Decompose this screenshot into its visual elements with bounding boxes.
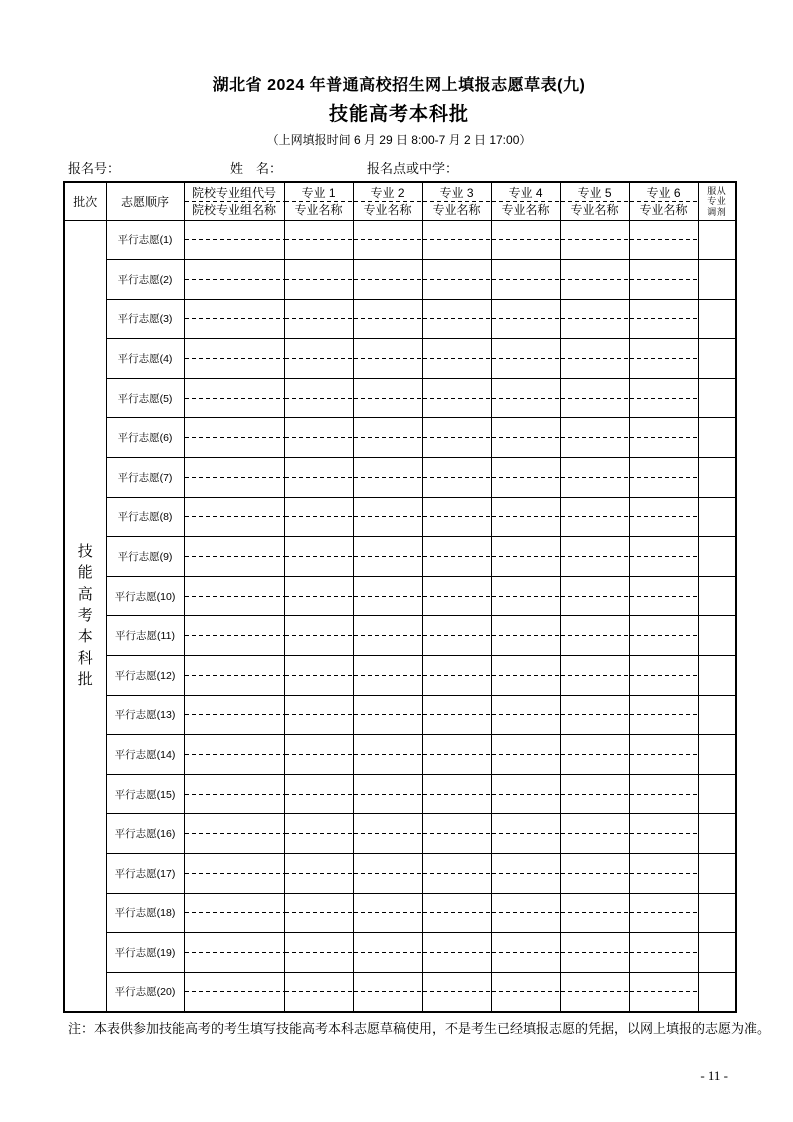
volunteer-row [64,972,736,1012]
volunteer-row [64,260,736,300]
fill-in-cell [184,972,284,1012]
fill-in-cell [284,497,353,537]
fill-in-cell [184,497,284,537]
fill-in-cell [284,695,353,735]
batch-char: 考 [77,607,93,625]
row-label: 平行志愿(6) [106,418,184,458]
fill-in-cell [184,458,284,498]
obey-fill-in-cell [698,418,736,458]
obey-fill-in-cell [698,220,736,260]
fill-in-cell [184,814,284,854]
candidate-info-line [63,159,735,178]
obey-fill-in-cell [698,814,736,854]
col-header-batch: 批次 [64,182,106,220]
fill-in-cell [353,814,422,854]
batch-char: 能 [77,564,93,582]
volunteer-row [64,814,736,854]
obey-fill-in-cell [698,497,736,537]
fill-in-cell [353,576,422,616]
fill-in-cell [560,537,629,577]
fill-in-cell [353,339,422,379]
fill-in-cell [560,774,629,814]
major-name-label: 专业名称 [363,202,412,217]
volunteer-row [64,339,736,379]
fill-in-cell [629,656,698,696]
fill-in-cell [560,814,629,854]
fill-in-cell [491,774,560,814]
fill-in-cell [353,299,422,339]
fill-in-cell [560,616,629,656]
major-name-label: 专业名称 [639,202,688,217]
fill-in-cell [491,576,560,616]
volunteer-row [64,616,736,656]
major-name-label: 专业名称 [294,202,343,217]
major-name-label: 专业名称 [570,202,619,217]
row-label: 平行志愿(20) [106,972,184,1012]
batch-char: 本 [77,628,93,646]
fill-in-cell [284,458,353,498]
fill-in-cell [560,972,629,1012]
fill-in-cell [184,695,284,735]
volunteer-row [64,774,736,814]
obey-fill-in-cell [698,774,736,814]
fill-in-cell [422,458,491,498]
fill-in-cell [184,299,284,339]
fill-in-cell [629,497,698,537]
col-header-major-6 [629,182,698,220]
major-number-label: 专业 2 [370,185,405,200]
fill-in-cell [491,695,560,735]
fill-in-cell [422,260,491,300]
fill-in-cell [560,576,629,616]
volunteer-row [64,656,736,696]
form-subtitle: 技能高考本科批 [328,104,469,125]
volunteer-row [64,418,736,458]
fill-in-cell [560,260,629,300]
volunteer-row [64,576,736,616]
fill-in-cell [491,537,560,577]
fill-in-cell [629,378,698,418]
row-label: 平行志愿(19) [106,933,184,973]
col-header-major-1 [284,182,353,220]
row-label: 平行志愿(14) [106,735,184,775]
fill-in-cell [184,339,284,379]
group-code-label: 院校专业组代号 [191,185,276,200]
volunteer-row [64,299,736,339]
volunteer-row [64,220,736,260]
major-name-label: 专业名称 [501,202,550,217]
fill-in-cell [629,735,698,775]
obey-label-line2: 专业 [707,196,727,206]
fill-in-cell [353,378,422,418]
fill-in-cell [284,616,353,656]
fill-in-cell [422,616,491,656]
fill-in-cell [353,260,422,300]
row-label: 平行志愿(16) [106,814,184,854]
fill-in-cell [560,893,629,933]
fill-in-cell [629,576,698,616]
fill-in-cell [184,260,284,300]
fill-in-cell [629,418,698,458]
footer-note: 注：本表供参加技能高考的考生填写技能高考本科志愿草稿使用，不是考生已经填报志愿的凭据，以网上填报的志愿为准。 [68,1020,771,1036]
fill-in-cell [422,854,491,894]
major-number-label: 专业 3 [439,185,474,200]
fill-in-cell [560,418,629,458]
row-label: 平行志愿(9) [106,537,184,577]
obey-fill-in-cell [698,260,736,300]
fill-in-cell [560,299,629,339]
fill-in-cell [284,972,353,1012]
volunteer-row [64,537,736,577]
fill-in-cell [184,893,284,933]
fill-in-cell [491,339,560,379]
fill-in-cell [184,378,284,418]
fill-in-cell [560,220,629,260]
row-label: 平行志愿(17) [106,854,184,894]
fill-in-cell [184,418,284,458]
page-number: - 11 - [700,1067,728,1083]
fill-in-cell [629,893,698,933]
obey-fill-in-cell [698,299,736,339]
obey-fill-in-cell [698,576,736,616]
fill-in-cell [284,735,353,775]
fill-in-cell [284,537,353,577]
fill-in-cell [422,537,491,577]
col-header-major-5 [560,182,629,220]
form-title: 湖北省 2024 年普通高校招生网上填报志愿草表(九) [212,77,586,94]
fill-in-cell [491,656,560,696]
major-number-label: 专业 5 [577,185,612,200]
fill-in-cell [353,854,422,894]
fill-in-cell [284,418,353,458]
fill-in-cell [629,695,698,735]
major-name-label: 专业名称 [432,202,481,217]
fill-in-cell [422,933,491,973]
fill-in-cell [491,893,560,933]
fill-in-cell [491,497,560,537]
fill-in-cell [560,378,629,418]
major-number-label: 专业 4 [508,185,543,200]
fill-in-cell [353,656,422,696]
fill-in-cell [184,933,284,973]
obey-fill-in-cell [698,458,736,498]
batch-char: 技 [77,543,93,561]
fill-in-cell [491,299,560,339]
volunteer-row [64,735,736,775]
group-name-label: 院校专业组名称 [191,202,276,217]
fill-in-cell [184,220,284,260]
fill-in-cell [422,299,491,339]
fill-in-cell [629,814,698,854]
fill-in-cell [284,220,353,260]
fill-in-cell [491,418,560,458]
fill-in-cell [491,220,560,260]
fill-in-cell [422,339,491,379]
row-label: 平行志愿(4) [106,339,184,379]
fill-in-cell [422,220,491,260]
fill-in-cell [560,695,629,735]
fill-in-cell [353,537,422,577]
fill-in-cell [491,458,560,498]
table-header-row [64,182,736,220]
row-label: 平行志愿(2) [106,260,184,300]
fill-in-cell [629,616,698,656]
obey-fill-in-cell [698,972,736,1012]
obey-fill-in-cell [698,378,736,418]
fill-in-cell [422,972,491,1012]
fill-in-cell [284,260,353,300]
fill-in-cell [629,220,698,260]
fill-in-cell [491,378,560,418]
fill-in-cell [284,299,353,339]
fill-in-cell [284,774,353,814]
row-label: 平行志愿(11) [106,616,184,656]
obey-fill-in-cell [698,695,736,735]
fill-in-cell [560,458,629,498]
obey-label-line3: 调剂 [707,206,727,217]
volunteer-row [64,458,736,498]
fill-in-cell [491,260,560,300]
fill-in-cell [353,735,422,775]
fill-in-cell [422,893,491,933]
col-header-order: 志愿顺序 [106,182,184,220]
batch-char: 批 [77,670,93,688]
obey-fill-in-cell [698,893,736,933]
col-header-major-3 [422,182,491,220]
batch-label-vertical [64,220,106,1012]
fill-in-cell [184,576,284,616]
page-content [63,0,771,1084]
fill-in-cell [284,854,353,894]
fill-in-cell [629,299,698,339]
row-label: 平行志愿(15) [106,774,184,814]
col-header-major-4 [491,182,560,220]
fill-in-cell [422,418,491,458]
obey-fill-in-cell [698,735,736,775]
fill-in-cell [629,458,698,498]
row-label: 平行志愿(12) [106,656,184,696]
fill-in-cell [284,814,353,854]
fill-in-cell [353,458,422,498]
fill-in-cell [629,854,698,894]
fill-in-cell [629,774,698,814]
major-number-label: 专业 1 [301,185,336,200]
reg-no-label: 报名号： [68,161,121,176]
fill-in-cell [422,774,491,814]
fill-in-cell [560,854,629,894]
fill-in-cell [353,497,422,537]
fill-in-cell [284,893,353,933]
row-label: 平行志愿(18) [106,893,184,933]
volunteer-row [64,933,736,973]
fill-in-cell [560,339,629,379]
col-header-obey [698,182,736,220]
fill-in-cell [422,735,491,775]
fill-in-cell [629,537,698,577]
fill-in-cell [184,656,284,696]
batch-char: 高 [77,585,93,603]
fill-in-cell [422,378,491,418]
fill-in-cell [184,616,284,656]
fill-in-cell [422,656,491,696]
fill-in-cell [560,656,629,696]
fill-in-cell [353,774,422,814]
fill-in-cell [422,814,491,854]
fill-in-cell [491,933,560,973]
fill-in-cell [284,339,353,379]
obey-label-line1: 服从 [707,185,727,196]
row-label: 平行志愿(10) [106,576,184,616]
fill-in-cell [284,933,353,973]
fill-in-cell [184,735,284,775]
fill-in-cell [629,339,698,379]
fill-in-cell [560,735,629,775]
fill-in-cell [353,418,422,458]
fill-in-cell [353,933,422,973]
fill-in-cell [629,933,698,973]
obey-fill-in-cell [698,616,736,656]
obey-fill-in-cell [698,339,736,379]
fill-in-cell [629,260,698,300]
fill-in-cell [353,616,422,656]
fill-in-cell [422,576,491,616]
fill-in-cell [491,616,560,656]
fill-in-cell [353,695,422,735]
volunteer-row [64,378,736,418]
fill-in-cell [491,854,560,894]
row-label: 平行志愿(13) [106,695,184,735]
row-label: 平行志愿(3) [106,299,184,339]
fill-in-cell [184,774,284,814]
fill-in-cell [491,972,560,1012]
fill-in-cell [422,695,491,735]
volunteer-form-table [63,181,737,1013]
fill-in-cell [184,537,284,577]
col-header-group [184,182,284,220]
volunteer-row [64,695,736,735]
fill-in-cell [560,933,629,973]
row-label: 平行志愿(8) [106,497,184,537]
row-label: 平行志愿(7) [106,458,184,498]
obey-fill-in-cell [698,537,736,577]
fill-in-cell [353,893,422,933]
fill-in-cell [284,378,353,418]
major-number-label: 专业 6 [646,185,681,200]
fill-in-cell [184,854,284,894]
fill-in-cell [491,814,560,854]
batch-char: 科 [77,649,93,667]
fill-in-cell [560,497,629,537]
obey-fill-in-cell [698,656,736,696]
school-label: 报名点或中学： [367,161,459,176]
volunteer-row [64,854,736,894]
volunteer-row [64,893,736,933]
fill-in-cell [284,576,353,616]
obey-fill-in-cell [698,933,736,973]
filing-time-note: （上网填报时间 6 月 29 日 8:00-7 月 2 日 17:00） [266,133,532,147]
fill-in-cell [629,972,698,1012]
fill-in-cell [353,220,422,260]
fill-in-cell [284,656,353,696]
name-label: 姓 名： [230,161,283,176]
obey-fill-in-cell [698,854,736,894]
fill-in-cell [353,972,422,1012]
row-label: 平行志愿(1) [106,220,184,260]
row-label: 平行志愿(5) [106,378,184,418]
volunteer-row [64,497,736,537]
fill-in-cell [422,497,491,537]
fill-in-cell [491,735,560,775]
col-header-major-2 [353,182,422,220]
